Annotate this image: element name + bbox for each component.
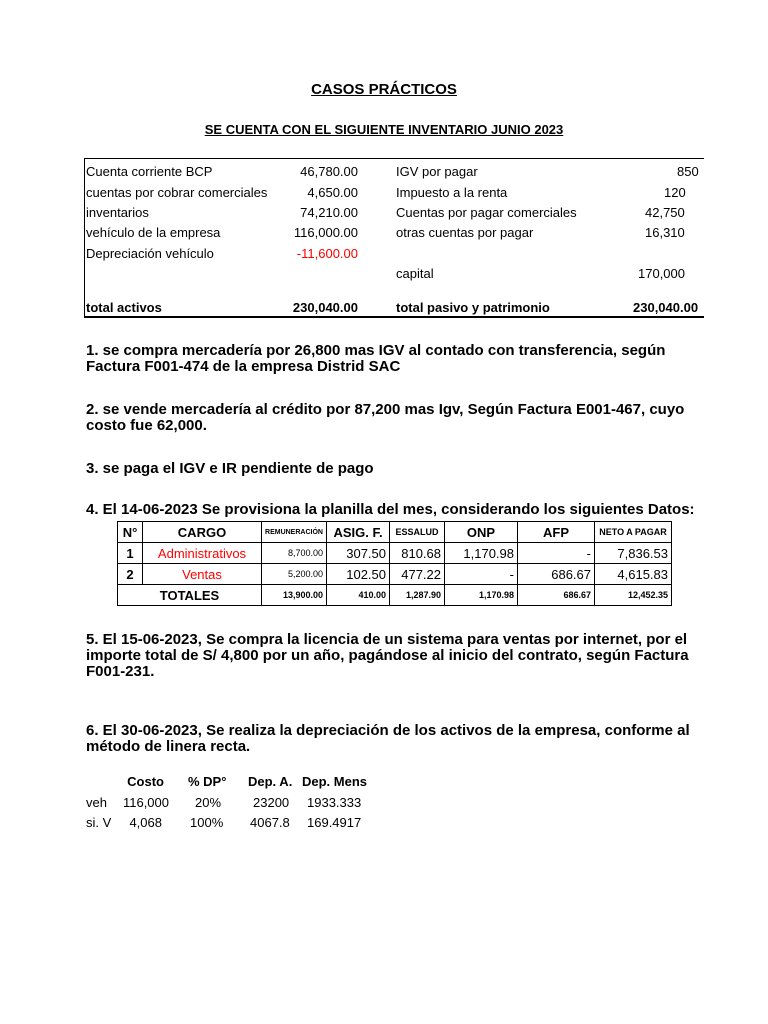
asset-label: inventarios (86, 205, 149, 220)
header-cell: NETO A PAGAR (595, 522, 672, 543)
total-assets-label: total activos (86, 300, 162, 315)
page-subtitle: SE CUENTA CON EL SIGUIENTE INVENTARIO JUNIO 2023 (204, 122, 564, 137)
case-2 (86, 402, 684, 434)
payroll-table (117, 521, 672, 606)
table-cell: 8,700.00 (262, 543, 327, 564)
total-assets-value: 230,040.00 (292, 300, 358, 315)
case-6-line: método de linera recta. (86, 738, 251, 755)
dep-cell: 20% (195, 795, 222, 810)
asset-label: Depreciación vehículo (86, 246, 214, 261)
totals-cell: 13,900.00 (262, 585, 327, 606)
totals-cell: 12,452.35 (595, 585, 672, 606)
payroll-header-row (118, 522, 672, 543)
table-cell: 2 (118, 564, 143, 585)
table-cell: 1,170.98 (445, 543, 518, 564)
case-2-line: 2. se vende mercadería al crédito por 87,200 mas Igv, Según Factura E001-467, cuyo (86, 401, 685, 418)
dep-cell: 169.4917 (307, 815, 362, 830)
table-cell: 5,200.00 (262, 564, 327, 585)
header-cell: REMUNERACIÓN (262, 522, 327, 543)
asset-value: 74,210.00 (300, 205, 358, 220)
table-cell: - (445, 564, 518, 585)
liability-label: capital (396, 266, 434, 281)
table-cell: 810.68 (390, 543, 445, 564)
liability-value: 850 (677, 164, 699, 179)
table-cell: 477.22 (390, 564, 445, 585)
dep-cell: 116,000 (122, 795, 169, 810)
asset-label: vehículo de la empresa (86, 225, 221, 240)
totals-row (118, 585, 672, 606)
total-liabilities-value: 230,040.00 (633, 300, 699, 315)
liability-value: 42,750 (645, 205, 685, 220)
table-cell: 7,836.53 (595, 543, 672, 564)
case-4-line: 4. El 14-06-2023 Se provisiona la planilla del mes, considerando los siguientes Datos: (86, 501, 695, 518)
totals-label: TOTALES (118, 585, 262, 606)
totals-cell: 1,170.98 (445, 585, 518, 606)
liability-value: 170,000 (638, 266, 685, 281)
case-1 (86, 343, 665, 375)
header-cell: N° (118, 522, 143, 543)
table-cell: 1 (118, 543, 143, 564)
totals-cell: 686.67 (518, 585, 595, 606)
total-liabilities-label: total pasivo y patrimonio (396, 300, 550, 315)
case-3 (86, 461, 374, 477)
liability-value: 120 (664, 185, 686, 200)
table-cell: 686.67 (518, 564, 595, 585)
table-row (118, 543, 672, 564)
asset-label: Cuenta corriente BCP (86, 164, 213, 179)
dep-cell: 23200 (253, 795, 290, 810)
liability-label: otras cuentas por pagar (396, 225, 534, 240)
case-1-line: 1. se compra mercadería por 26,800 mas IGV al contado con transferencia, según (86, 342, 666, 359)
inventory-left-border (84, 158, 85, 318)
case-5-line: importe total de S/ 4,800 por un año, pagándose al inicio del contrato, según Factura (86, 647, 689, 664)
inventory-bottom-border (84, 316, 704, 318)
asset-value: 4,650.00 (307, 185, 358, 200)
dep-cell: 1933.333 (307, 795, 362, 810)
totals-cell: 410.00 (327, 585, 390, 606)
case-3-line: 3. se paga el IGV e IR pendiente de pago (86, 460, 374, 477)
dep-header: Dep. Mens (302, 774, 368, 789)
table-row (118, 564, 672, 585)
liability-label: IGV por pagar (396, 164, 478, 179)
dep-cell: 4,068 (129, 815, 162, 830)
totals-cell: 1,287.90 (390, 585, 445, 606)
case-1-line: Factura F001-474 de la empresa Distrid SAC (86, 358, 401, 375)
inventory-top-border (84, 158, 704, 159)
page-title: CASOS PRÁCTICOS (311, 81, 457, 98)
dep-cell: 100% (190, 815, 224, 830)
case-5-line: 5. El 15-06-2023, Se compra la licencia de un sistema para ventas por internet, por el (86, 631, 688, 648)
dep-header: Costo (127, 774, 164, 789)
case-5 (86, 632, 689, 680)
case-2-line: costo fue 62,000. (86, 417, 207, 434)
table-cell: Ventas (143, 564, 262, 585)
asset-value: 116,000.00 (293, 225, 358, 240)
table-cell: 307.50 (327, 543, 390, 564)
liability-label: Cuentas por pagar comerciales (396, 205, 577, 220)
dep-cell: si. V (86, 815, 112, 830)
asset-value-negative: -11,600.00 (296, 246, 358, 261)
table-cell: 4,615.83 (595, 564, 672, 585)
header-cell: ONP (445, 522, 518, 543)
header-cell: AFP (518, 522, 595, 543)
header-cell: CARGO (143, 522, 262, 543)
dep-header: % DP° (188, 774, 227, 789)
case-4 (86, 502, 695, 518)
header-cell: ESSALUD (390, 522, 445, 543)
dep-header: Dep. A. (248, 774, 293, 789)
header-cell: ASIG. F. (327, 522, 390, 543)
table-cell: 102.50 (327, 564, 390, 585)
case-6-line: 6. El 30-06-2023, Se realiza la depreciación de los activos de la empresa, conforme al (86, 722, 690, 739)
liability-value: 16,310 (645, 225, 685, 240)
dep-cell: veh (86, 795, 107, 810)
asset-value: 46,780.00 (300, 164, 358, 179)
case-6 (86, 723, 690, 755)
table-cell: - (518, 543, 595, 564)
dep-cell: 4067.8 (250, 815, 290, 830)
liability-label: Impuesto a la renta (396, 185, 508, 200)
asset-label: cuentas por cobrar comerciales (86, 185, 268, 200)
table-cell: Administrativos (143, 543, 262, 564)
case-5-line: F001-231. (86, 663, 155, 680)
